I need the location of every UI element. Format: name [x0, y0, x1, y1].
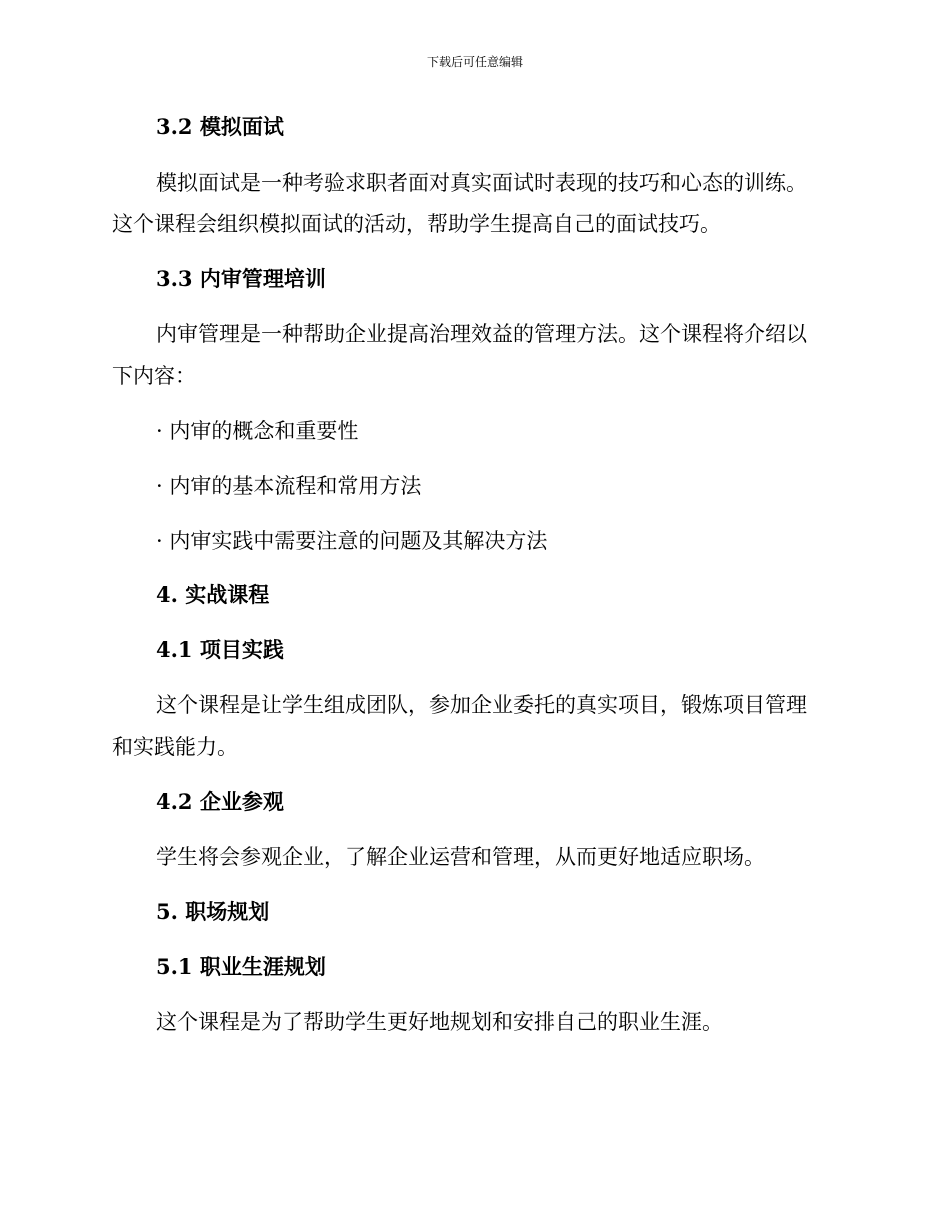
bullet-item: · 内审的基本流程和常用方法 [156, 474, 422, 498]
section-heading-4-1: 4.1 项目实践 [156, 637, 284, 662]
paragraph-3-3-line-2: 下内容： [112, 364, 196, 388]
page-header-note: 下载后可任意编辑 [426, 55, 523, 69]
paragraph-5-1-line-1: 这个课程是为了帮助学生更好地规划和安排自己的职业生涯。 [156, 1010, 723, 1034]
paragraph-4-1-line-2: 和实践能力。 [112, 735, 238, 759]
bullet-item: · 内审的概念和重要性 [156, 419, 359, 443]
paragraph-4-2-line-1: 学生将会参观企业，了解企业运营和管理，从而更好地适应职场。 [156, 845, 765, 869]
paragraph-3-3-line-1: 内审管理是一种帮助企业提高治理效益的管理方法。这个课程将介绍以 [156, 322, 807, 346]
section-heading-4: 4. 实战课程 [156, 582, 270, 607]
paragraph-4-1-line-1: 这个课程是让学生组成团队，参加企业委托的真实项目，锻炼项目管理 [156, 693, 807, 717]
section-heading-5-1: 5.1 职业生涯规划 [156, 954, 326, 979]
section-heading-5: 5. 职场规划 [156, 899, 270, 924]
section-heading-3-3: 3.3 内审管理培训 [156, 266, 326, 291]
section-heading-4-2: 4.2 企业参观 [156, 789, 284, 814]
paragraph-3-2-line-1: 模拟面试是一种考验求职者面对真实面试时表现的技巧和心态的训练。 [156, 171, 807, 195]
bullet-item: · 内审实践中需要注意的问题及其解决方法 [156, 529, 548, 553]
paragraph-3-2-line-2: 这个课程会组织模拟面试的活动，帮助学生提高自己的面试技巧。 [112, 212, 721, 236]
section-heading-3-2: 3.2 模拟面试 [156, 114, 284, 139]
